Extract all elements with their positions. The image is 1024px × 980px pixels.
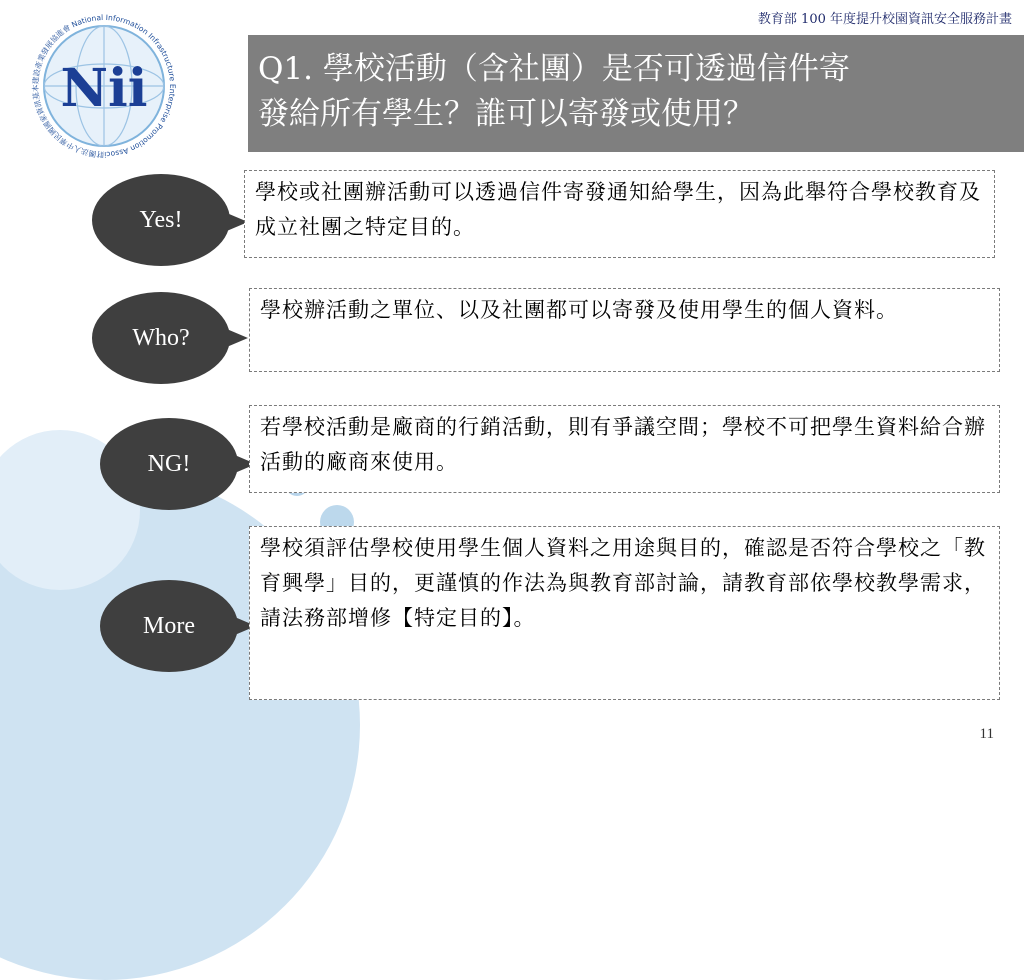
answer-text: 若學校活動是廠商的行銷活動，則有爭議空間；學校不可把學生資料給合辦活動的廠商來使用。	[260, 415, 986, 474]
answer-text: 學校辦活動之單位、以及社團都可以寄發及使用學生的個人資料。	[260, 298, 898, 322]
logo-ring-text: 財團法人中華民國國家資訊基本建設產業發展協進會 National Information Infrastructure Enterprise Promotion Associ	[30, 12, 178, 160]
title-line-2: 發給所有學生？誰可以寄發或使用？	[258, 96, 754, 132]
answer-text: 學校須評估學校使用學生個人資料之用途與目的，確認是否符合學校之「教育興學」目的，更謹慎的作法為與教育部討論，請教育部依學校教學需求，請法務部增修【特定目的】。	[260, 536, 986, 630]
bubble-pointer	[222, 327, 248, 349]
page-number: 11	[979, 726, 994, 742]
question-title	[248, 35, 1024, 152]
title-line-1: Q1. 學校活動（含社團）是否可透過信件寄	[258, 51, 850, 87]
answer-box-more	[249, 526, 1000, 700]
more-bubble	[100, 580, 238, 672]
program-header: 教育部 100 年度提升校園資訊安全服務計畫	[757, 12, 1012, 27]
bubble-label: NG!	[147, 450, 191, 477]
bubble-label: More	[143, 612, 195, 639]
ng-bubble	[100, 418, 238, 510]
bubble-label: Who?	[132, 324, 190, 351]
answer-box-ng	[249, 405, 1000, 493]
nii-logo	[14, 10, 194, 170]
logo-mark: Nii	[60, 58, 148, 119]
bubble-label: Yes!	[139, 206, 183, 233]
answer-box-who	[249, 288, 1000, 372]
who-bubble	[92, 292, 230, 384]
yes-bubble	[92, 174, 230, 266]
answer-box-yes	[244, 170, 995, 258]
answer-text: 學校或社團辦活動可以透過信件寄發通知給學生，因為此舉符合學校教育及成立社團之特定目的。	[255, 180, 981, 239]
